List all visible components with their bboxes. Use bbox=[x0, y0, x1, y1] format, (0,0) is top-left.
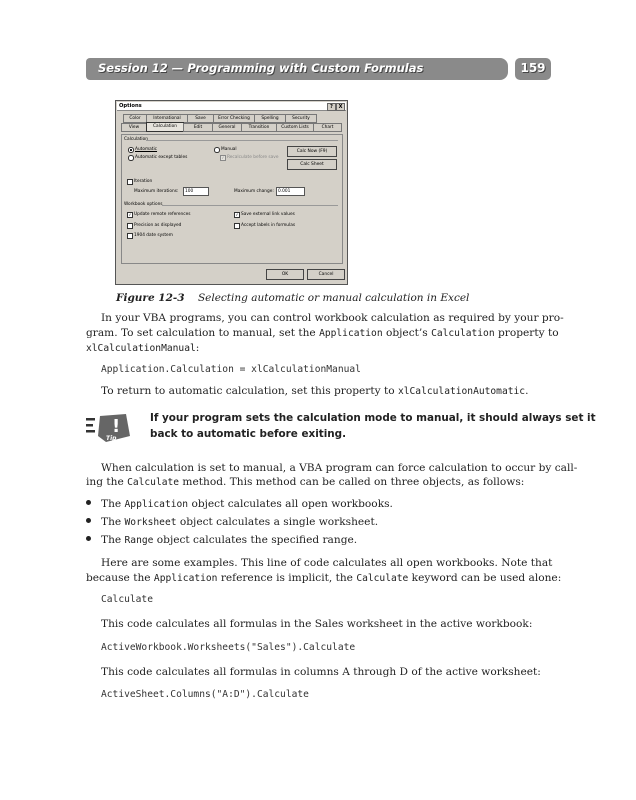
recalculate-before-save-label: Recalculate before save bbox=[227, 155, 279, 160]
list-item: The Application object calculates all open workbooks. bbox=[86, 498, 393, 510]
iteration-checkbox[interactable] bbox=[127, 179, 133, 185]
precision-as-displayed-checkbox[interactable] bbox=[127, 223, 133, 229]
tab-security[interactable]: Security bbox=[285, 114, 317, 123]
divider bbox=[162, 205, 338, 206]
tip-icon bbox=[86, 412, 134, 444]
accept-labels-checkbox[interactable] bbox=[234, 223, 240, 229]
recalculate-before-save-checkbox[interactable]: ✓ bbox=[221, 155, 225, 160]
manual-label: Manual bbox=[221, 147, 237, 152]
figure-number: Figure 12-3 bbox=[116, 292, 185, 304]
max-iterations-input[interactable]: 100 bbox=[183, 187, 209, 196]
automatic-except-tables-label: Automatic except tables bbox=[135, 155, 188, 160]
tab-edit[interactable]: Edit bbox=[183, 123, 213, 132]
workbook-options-label: Workbook options bbox=[124, 202, 163, 207]
ok-button[interactable]: OK bbox=[266, 269, 304, 280]
accept-labels-label: Accept labels in formulas bbox=[241, 223, 296, 228]
tab-custom-lists[interactable]: Custom Lists bbox=[276, 123, 314, 132]
calc-sheet-button[interactable]: Calc Sheet bbox=[287, 159, 337, 170]
bullet-icon bbox=[86, 518, 91, 523]
date-1904-checkbox[interactable] bbox=[127, 233, 133, 239]
max-change-input[interactable]: 0.001 bbox=[276, 187, 305, 196]
tab-transition[interactable]: Transition bbox=[241, 123, 277, 132]
figure-caption-text: Selecting automatic or manual calculation in Excel bbox=[197, 292, 470, 304]
tab-color[interactable]: Color bbox=[123, 114, 147, 123]
update-remote-checkbox[interactable]: ✓ bbox=[128, 212, 132, 217]
save-external-links-checkbox[interactable]: ✓ bbox=[235, 212, 239, 217]
para1-line3: xlCalculationManual: bbox=[86, 342, 200, 354]
calc-now-button[interactable]: Calc Now (F9) bbox=[287, 146, 337, 157]
para6: This code calculates all formulas in columns A through D of the active worksheet: bbox=[101, 666, 541, 678]
manual-radio[interactable] bbox=[214, 147, 220, 153]
save-external-links-label: Save external link values bbox=[241, 212, 295, 217]
figure-caption bbox=[116, 292, 469, 304]
calculation-group-label: Calculation bbox=[124, 137, 148, 142]
para1-line1: In your VBA programs, you can control workbook calculation as required by your pro- bbox=[101, 312, 564, 324]
para3-line1: When calculation is set to manual, a VBA program can force calculation to occur by call- bbox=[101, 462, 578, 474]
update-remote-label: Update remote references bbox=[134, 212, 191, 217]
list-item: The Range object calculates the specified range. bbox=[86, 534, 357, 546]
list-item: The Worksheet object calculates a single worksheet. bbox=[86, 516, 378, 528]
automatic-radio[interactable] bbox=[128, 147, 134, 153]
options-dialog-figure bbox=[115, 100, 348, 285]
code-calculate: Calculate bbox=[101, 594, 153, 605]
divider bbox=[146, 140, 338, 141]
tab-calculation[interactable]: Calculation bbox=[146, 122, 184, 132]
date-1904-label: 1904 date system bbox=[134, 233, 173, 238]
running-header bbox=[86, 58, 508, 80]
cancel-button[interactable]: Cancel bbox=[307, 269, 345, 280]
close-icon[interactable]: X bbox=[336, 103, 345, 111]
tip-text: If your program sets the calculation mode to manual, it should always set it back to automatic before exiting. bbox=[150, 412, 596, 440]
automatic-except-tables-radio[interactable] bbox=[128, 155, 134, 161]
para2: To return to automatic calculation, set this property to xlCalculationAutomatic. bbox=[101, 385, 529, 397]
code-set-manual: Application.Calculation = xlCalculationManual bbox=[101, 364, 361, 375]
dialog-title-bar bbox=[117, 102, 346, 111]
para5: This code calculates all formulas in the Sales worksheet in the active workbook: bbox=[101, 618, 533, 630]
max-iterations-label: Maximum iterations: bbox=[134, 189, 179, 194]
para1-line2: gram. To set calculation to manual, set the Application object’s Calculation property to bbox=[86, 327, 559, 339]
para4-line1: Here are some examples. This line of code calculates all open workbooks. Note that bbox=[101, 557, 553, 569]
tab-error-checking[interactable]: Error Checking bbox=[213, 114, 255, 123]
bullet-icon bbox=[86, 536, 91, 541]
automatic-label: Automatic bbox=[135, 147, 158, 152]
dialog-title: Options bbox=[119, 103, 142, 109]
para4-line2: because the Application reference is implicit, the Calculate keyword can be used alone: bbox=[86, 572, 562, 584]
para3-line2: ing the Calculate method. This method can be called on three objects, as follows: bbox=[86, 476, 525, 488]
help-icon[interactable]: ? bbox=[327, 103, 336, 111]
page-number: 159 bbox=[520, 61, 546, 75]
max-change-label: Maximum change: bbox=[234, 189, 274, 194]
tab-international[interactable]: International bbox=[146, 114, 188, 123]
code-columns-range: ActiveSheet.Columns("A:D").Calculate bbox=[101, 689, 309, 700]
tab-view[interactable]: View bbox=[121, 123, 147, 132]
page-number-box bbox=[515, 58, 551, 80]
tab-chart[interactable]: Chart bbox=[313, 123, 342, 132]
code-sales-worksheet: ActiveWorkbook.Worksheets("Sales").Calculate bbox=[101, 642, 356, 653]
tip-label: Tip bbox=[106, 435, 117, 442]
tab-spelling[interactable]: Spelling bbox=[254, 114, 286, 123]
bullet-icon bbox=[86, 500, 91, 505]
session-title: Session 12 — Programming with Custom Formulas bbox=[98, 61, 424, 75]
precision-as-displayed-label: Precision as displayed bbox=[134, 223, 182, 228]
iteration-label: Iteration bbox=[134, 179, 153, 184]
tab-general[interactable]: General bbox=[212, 123, 242, 132]
svg-text:!: ! bbox=[112, 416, 121, 437]
tab-save[interactable]: Save bbox=[187, 114, 214, 123]
